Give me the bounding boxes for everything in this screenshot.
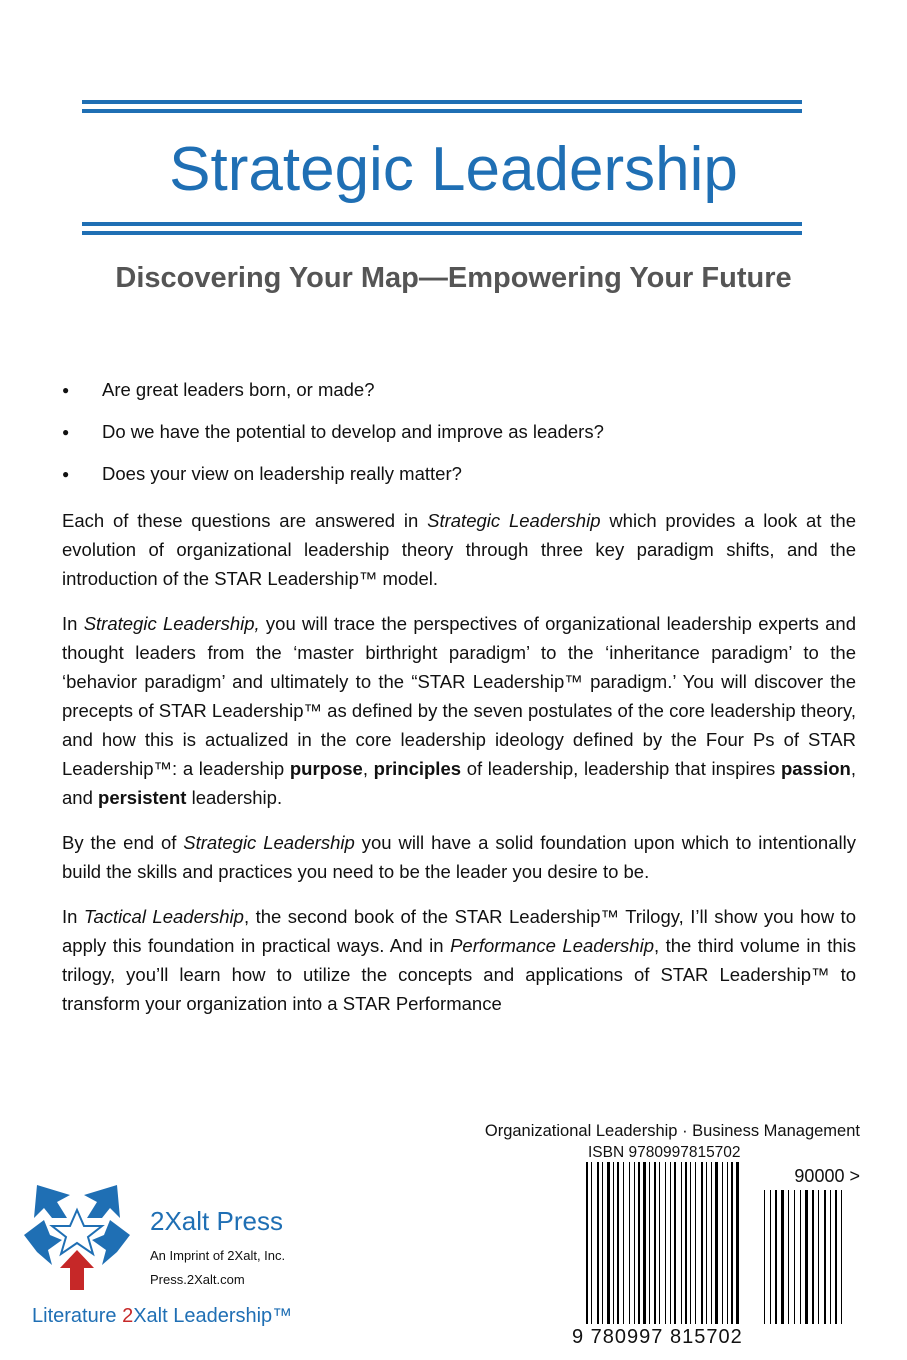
question-list [62, 378, 862, 504]
barcode-icon [568, 1144, 870, 1350]
isbn-label: ISBN 9780997815702 [588, 1144, 741, 1161]
title-rule-top-1 [82, 100, 802, 104]
list-item: ● Are great leaders born, or made? [62, 378, 862, 402]
paragraph-1: Each of these questions are answered in Strategic Leadership which provides a look at the evolution of organizational leadership theory through three key paradigm shifts, and the introduction of the STAR Leadership™ model. [62, 510, 856, 589]
title-rule-top-2 [82, 109, 802, 113]
list-item: ● Does your view on leadership really matter? [62, 462, 862, 486]
book-title: Strategic Leadership [169, 135, 738, 204]
title-rule-bottom-2 [82, 231, 802, 235]
category-line: Organizational Leadership · Business Management [484, 1122, 860, 1140]
imprint-line: An Imprint of 2Xalt, Inc. [150, 1248, 286, 1263]
blurb [62, 506, 856, 1034]
title-rule-bottom-1 [82, 222, 802, 226]
price-code: 90000 > [794, 1166, 860, 1186]
publisher-website: Press.2Xalt.com [150, 1272, 245, 1287]
publisher-name: 2Xalt Press [150, 1206, 283, 1236]
publisher-logo-icon [22, 1180, 132, 1290]
publisher-tagline: Literature 2Xalt Leadership™ [32, 1305, 293, 1327]
paragraph-2: In Strategic Leadership, you will trace the perspectives of organizational leadership experts and thought leaders from the ‘master birthright paradigm’ to the ‘inheritance paradigm’ to the ‘behavior paradigm’ and ultimately to the “STAR Leadership™ paradigm.’ You will discover the precepts of STAR Leadership™ as defined by the seven postulates of the core leadership theory, and how this is actualized in the core leadership ideology defined by the Four Ps of STAR Leadership™: a leadership purpose, principles of leadership, leadership that inspires passion, and persistent leadership. [62, 613, 856, 808]
paragraph-4: In Tactical Leadership, the second book of the STAR Leadership™ Trilogy, I’ll show you how to apply this foundation in practical ways. And in Performance Leadership, the third volume in this trilogy, you’ll learn how to utilize the concepts and applications of STAR Leadership™ to transform your organization into a STAR Performance [62, 906, 857, 1014]
book-subtitle: Discovering Your Map—Empowering Your Future [115, 262, 792, 294]
isbn-digits: 9 780997 815702 [572, 1326, 743, 1348]
list-item: ● Do we have the potential to develop and improve as leaders? [62, 420, 862, 444]
barcode-block [568, 1144, 870, 1350]
paragraph-3: By the end of Strategic Leadership you will have a solid foundation upon which to intentionally build the skills and practices you need to be the leader you desire to be. [62, 832, 856, 882]
